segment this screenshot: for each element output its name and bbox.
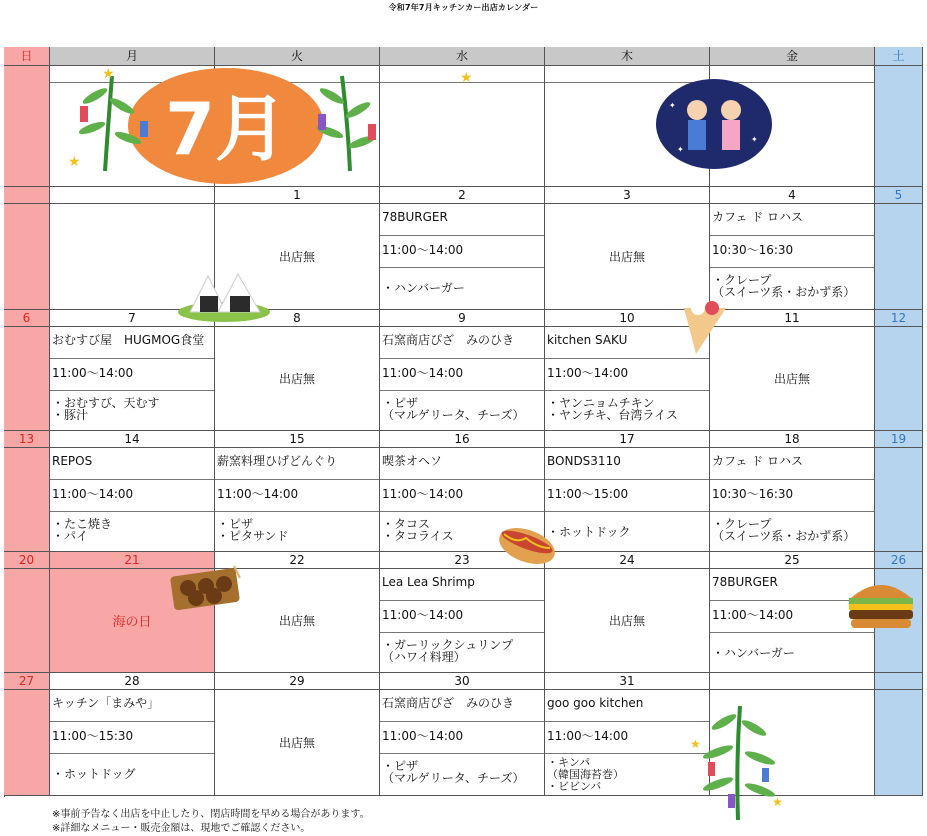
- shop-name: 石窯商店ぴざ みのひき: [382, 333, 515, 347]
- cell-divider: [545, 358, 709, 359]
- cell-divider: [380, 235, 544, 236]
- no-shop-cell: [545, 204, 710, 310]
- cell-divider: [545, 479, 709, 480]
- takoyaki-illustration: [166, 562, 246, 614]
- cell-divider: [50, 358, 214, 359]
- date-number: 25: [710, 552, 875, 569]
- sunday-cell: [4, 448, 50, 552]
- no-shop-cell: [545, 569, 710, 673]
- no-shop-label: 出店無: [278, 736, 315, 750]
- menu-item: ・たこ焼き: [52, 517, 113, 531]
- note-line: ※事前予告なく出店を中止したり、閉店時間を早める場合があります。: [52, 809, 370, 820]
- hotdog-illustration: [496, 518, 558, 570]
- shop-hours: 10:30～16:30: [712, 243, 794, 257]
- weekday-header: 月: [50, 47, 215, 66]
- cell-divider: [380, 600, 544, 601]
- menu-item: ・タコライス: [382, 529, 454, 543]
- menu-item: ・ピザ: [217, 517, 254, 531]
- date-number: 20: [4, 552, 50, 569]
- shop-name: 78BURGER: [382, 210, 448, 224]
- menu-item: （スイーツ系・おかず系）: [712, 529, 856, 543]
- shop-hours: 11:00～14:00: [712, 608, 794, 622]
- no-shop-cell: [710, 327, 875, 431]
- date-number: 26: [875, 552, 923, 569]
- shop-cell: [710, 204, 875, 310]
- menu-item: ・キンパ: [547, 756, 591, 769]
- sunday-cell: [4, 204, 50, 310]
- date-number: 29: [215, 673, 380, 690]
- weekday-header: 木: [545, 47, 710, 66]
- no-shop-label: 出店無: [278, 250, 315, 264]
- date-number: [50, 187, 215, 204]
- menu-item: （韓国海苔巻）: [547, 768, 624, 781]
- shop-hours: 11:00～15:30: [52, 729, 134, 743]
- date-number: [875, 673, 923, 690]
- cell-divider: [710, 235, 874, 236]
- note-line: ※詳細なメニュー・販売金額は、現地でご確認ください。: [52, 823, 311, 834]
- date-number: 7: [50, 310, 215, 327]
- weekday-header: 日: [4, 47, 50, 66]
- shop-cell: [50, 327, 215, 431]
- menu-item: ・クレープ: [712, 273, 772, 287]
- date-number: 23: [380, 552, 545, 569]
- svg-text:★: ★: [68, 154, 81, 170]
- shop-hours: 10:30～16:30: [712, 487, 794, 501]
- no-shop-label: 出店無: [278, 614, 315, 628]
- weekday-header: 土: [875, 47, 923, 66]
- menu-item: ・ホットドッグ: [52, 767, 136, 781]
- cell-divider: [545, 753, 709, 754]
- cell-divider: [50, 479, 214, 480]
- cell-divider: [380, 753, 544, 754]
- shop-cell: [380, 690, 545, 796]
- shop-name: カフェ ド ロハス: [712, 210, 804, 224]
- no-shop-label: 出店無: [278, 372, 315, 386]
- no-shop-cell: [215, 690, 380, 796]
- cell-divider: [50, 753, 214, 754]
- menu-item: ・ホットドック: [547, 525, 631, 539]
- menu-item: ・タコス: [382, 517, 431, 531]
- menu-item: ・豚汁: [52, 408, 89, 422]
- date-number: 1: [215, 187, 380, 204]
- date-number: 15: [215, 431, 380, 448]
- svg-text:✦: ✦: [677, 145, 684, 154]
- banner-cell: [875, 66, 923, 187]
- date-number: 24: [545, 552, 710, 569]
- shop-hours: 11:00～14:00: [382, 243, 464, 257]
- no-shop-label: 出店無: [773, 372, 810, 386]
- cell-divider: [710, 632, 874, 633]
- holiday-label: 海の日: [112, 615, 152, 630]
- cell-divider: [710, 479, 874, 480]
- shop-cell: [545, 690, 710, 796]
- menu-item: ・パイ: [52, 529, 89, 543]
- cell-divider: [215, 479, 379, 480]
- cell-divider: [380, 511, 544, 512]
- shop-name: Lea Lea Shrimp: [382, 575, 475, 589]
- shop-hours: 11:00～14:00: [382, 487, 464, 501]
- shop-cell: [380, 327, 545, 431]
- shop-name: 石窯商店ぴざ みのひき: [382, 696, 515, 710]
- date-number: 2: [380, 187, 545, 204]
- date-number: 8: [215, 310, 380, 327]
- menu-item: （マルゲリータ、チーズ）: [382, 771, 525, 785]
- svg-text:★: ★: [772, 795, 783, 809]
- weekday-header: 金: [710, 47, 875, 66]
- date-number: [4, 187, 50, 204]
- shop-name: おむすび屋 HUGMOG食堂: [52, 333, 205, 347]
- date-number: 16: [380, 431, 545, 448]
- cell-divider: [380, 358, 544, 359]
- shop-cell: [215, 448, 380, 552]
- saturday-cell: [875, 327, 923, 431]
- shop-name: 78BURGER: [712, 575, 778, 589]
- sunday-cell: [4, 569, 50, 673]
- date-number: 18: [710, 431, 875, 448]
- july-banner-illustration: [50, 66, 473, 186]
- date-number: 4: [710, 187, 875, 204]
- banner-text: 7月: [164, 87, 288, 171]
- shop-name: キッチン「まみや」: [52, 696, 160, 710]
- shop-cell: [710, 448, 875, 552]
- shop-name: goo goo kitchen: [547, 696, 644, 710]
- banner-cell: [4, 66, 50, 187]
- menu-item: （ハワイ料理）: [382, 650, 466, 664]
- shop-name: BONDS3110: [547, 454, 621, 468]
- date-number: 19: [875, 431, 923, 448]
- date-number: 30: [380, 673, 545, 690]
- shop-cell: [380, 569, 545, 673]
- crepe-illustration: [682, 300, 728, 356]
- svg-text:★: ★: [102, 66, 115, 82]
- shop-hours: 11:00～14:00: [547, 729, 629, 743]
- notes: [52, 808, 370, 836]
- menu-item: ・ピザ: [382, 396, 419, 410]
- sunday-cell: [4, 690, 50, 796]
- saturday-cell: [875, 204, 923, 310]
- cell-divider: [710, 511, 874, 512]
- date-number: 5: [875, 187, 923, 204]
- menu-item: （マルゲリータ、チーズ）: [382, 408, 525, 422]
- weekday-header: 火: [215, 47, 380, 66]
- menu-item: ・ハンバーガー: [382, 281, 465, 295]
- shop-hours: 11:00～14:00: [217, 487, 299, 501]
- svg-text:★: ★: [690, 737, 701, 751]
- cell-divider: [50, 721, 214, 722]
- cell-divider: [380, 479, 544, 480]
- shop-cell: [545, 448, 710, 552]
- tanabata-bamboo-illustration: [688, 702, 786, 822]
- hamburger-illustration: [845, 572, 917, 632]
- date-number: [710, 673, 875, 690]
- cell-divider: [380, 721, 544, 722]
- onigiri-illustration: [176, 268, 272, 326]
- cell-divider: [545, 390, 709, 391]
- svg-text:✦: ✦: [751, 135, 758, 144]
- shop-hours: 11:00～15:00: [547, 487, 629, 501]
- menu-item: ・ヤンチキ、台湾ライス: [547, 408, 678, 422]
- date-number: 28: [50, 673, 215, 690]
- menu-item: ・ピザ: [382, 759, 419, 773]
- date-number: 10: [545, 310, 710, 327]
- menu-item: ・ヤンニョムチキン: [547, 396, 655, 410]
- shop-cell: [50, 448, 215, 552]
- date-number: 27: [4, 673, 50, 690]
- date-number: 21: [50, 552, 215, 569]
- menu-item: （スイーツ系・おかず系）: [712, 285, 856, 299]
- cell-divider: [380, 390, 544, 391]
- date-number: 22: [215, 552, 380, 569]
- shop-name: カフェ ド ロハス: [712, 454, 804, 468]
- cell-divider: [710, 267, 874, 268]
- date-number: 13: [4, 431, 50, 448]
- shop-hours: 11:00～14:00: [382, 608, 464, 622]
- no-shop-label: 出店無: [608, 250, 645, 264]
- cell-divider: [545, 721, 709, 722]
- cell-divider: [380, 267, 544, 268]
- menu-item: ・ピタサンド: [217, 529, 289, 543]
- shop-hours: 11:00～14:00: [382, 729, 464, 743]
- shop-cell: [380, 204, 545, 310]
- shop-hours: 11:00～14:00: [547, 366, 629, 380]
- date-number: 31: [545, 673, 710, 690]
- menu-item: ・クレープ: [712, 517, 772, 531]
- date-number: 12: [875, 310, 923, 327]
- menu-item: ・おむすび、天むす: [52, 396, 160, 410]
- saturday-cell: [875, 690, 923, 796]
- shop-name: 薪窯料理ひげどんぐり: [217, 454, 338, 468]
- cell-divider: [545, 511, 709, 512]
- no-shop-cell: [215, 327, 380, 431]
- date-number: 11: [710, 310, 875, 327]
- date-number: 6: [4, 310, 50, 327]
- date-number: 9: [380, 310, 545, 327]
- svg-text:✦: ✦: [669, 101, 676, 110]
- menu-item: ・ビビンバ: [547, 780, 602, 793]
- shop-name: kitchen SAKU: [547, 333, 628, 347]
- date-number: 17: [545, 431, 710, 448]
- cell-divider: [380, 632, 544, 633]
- shop-hours: 11:00～14:00: [382, 366, 464, 380]
- date-number: 14: [50, 431, 215, 448]
- tanabata-couple-illustration: [655, 78, 773, 170]
- shop-hours: 11:00～14:00: [52, 366, 134, 380]
- shop-name: 喫茶オヘソ: [382, 454, 443, 468]
- shop-cell: [50, 690, 215, 796]
- shop-hours: 11:00～14:00: [52, 487, 134, 501]
- cell-divider: [50, 390, 214, 391]
- no-shop-label: 出店無: [608, 614, 645, 628]
- cell-divider: [50, 511, 214, 512]
- shop-name: REPOS: [52, 454, 93, 468]
- cell-divider: [215, 511, 379, 512]
- date-number: 3: [545, 187, 710, 204]
- menu-item: ・ハンバーガー: [712, 646, 795, 660]
- page-title: 令和7年7月キッチンカー出店カレンダー: [388, 3, 539, 12]
- weekday-header: 水: [380, 47, 545, 66]
- menu-item: ・ガーリックシュリンプ: [382, 638, 514, 652]
- svg-text:★: ★: [460, 70, 473, 86]
- saturday-cell: [875, 448, 923, 552]
- sunday-cell: [4, 327, 50, 431]
